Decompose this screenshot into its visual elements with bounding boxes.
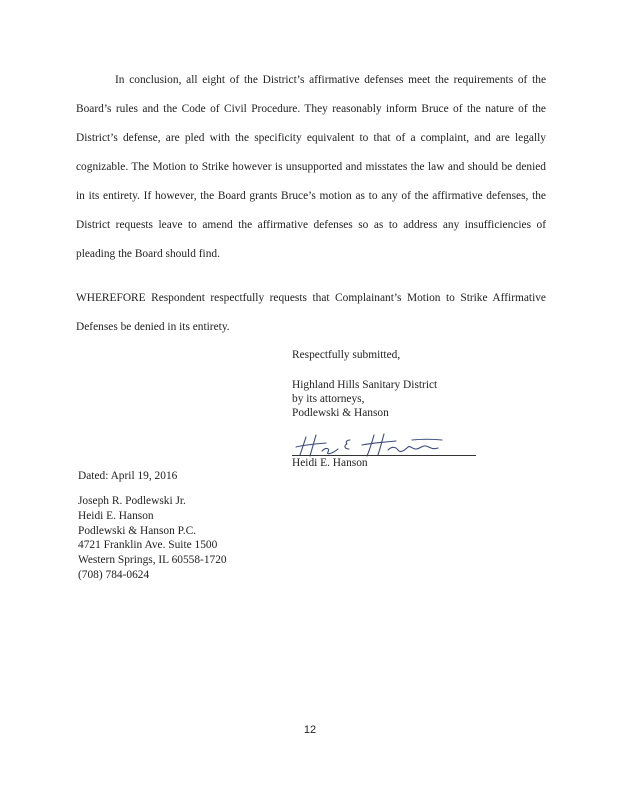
signer-name: Heidi E. Hanson	[292, 457, 368, 469]
attorney-contact-block	[78, 494, 227, 583]
wherefore-paragraph: WHEREFORE Respondent respectfully requests that Complainant’s Motion to Strike Affirmative Defenses be denied in its entirety.	[76, 292, 546, 333]
page-number: 12	[303, 724, 317, 736]
attorney-line: Western Springs, IL 60558-1720	[78, 554, 227, 567]
closing-block	[292, 348, 437, 420]
handwritten-signature	[292, 431, 476, 457]
attorney-line: 4721 Franklin Ave. Suite 1500	[78, 539, 218, 552]
conclusion-paragraph: In conclusion, all eight of the District’s affirmative defenses meet the requirements of the Board’s rules and the Code of Civil Procedure. They reasonably inform Bruce of the nature of the District’s defense, are pled with the specificity equivalent to that of a complaint, and are legally cognizable. The Motion to Strike however is unsupported and misstates the law and should be denied in its entirety. If however, the Board grants Bruce’s motion as to any of the affirmative defenses, the District requests leave to amend the affirmative defenses so as to address any insufficiencies of pleading the Board should find.	[76, 74, 546, 260]
date-line: Dated: April 19, 2016	[78, 470, 178, 482]
attorney-line: Podlewski & Hanson P.C.	[78, 524, 197, 537]
valediction: Respectfully submitted,	[292, 349, 401, 361]
attorney-line: Joseph R. Podlewski Jr.	[78, 495, 186, 507]
attorney-line: Heidi E. Hanson	[78, 509, 154, 522]
attorney-line: (708) 784-0624	[78, 568, 150, 581]
by-attorneys-line: by its attorneys,	[292, 393, 365, 405]
party-name: Highland Hills Sanitary District	[292, 379, 438, 391]
firm-name: Podlewski & Hanson	[292, 407, 389, 419]
